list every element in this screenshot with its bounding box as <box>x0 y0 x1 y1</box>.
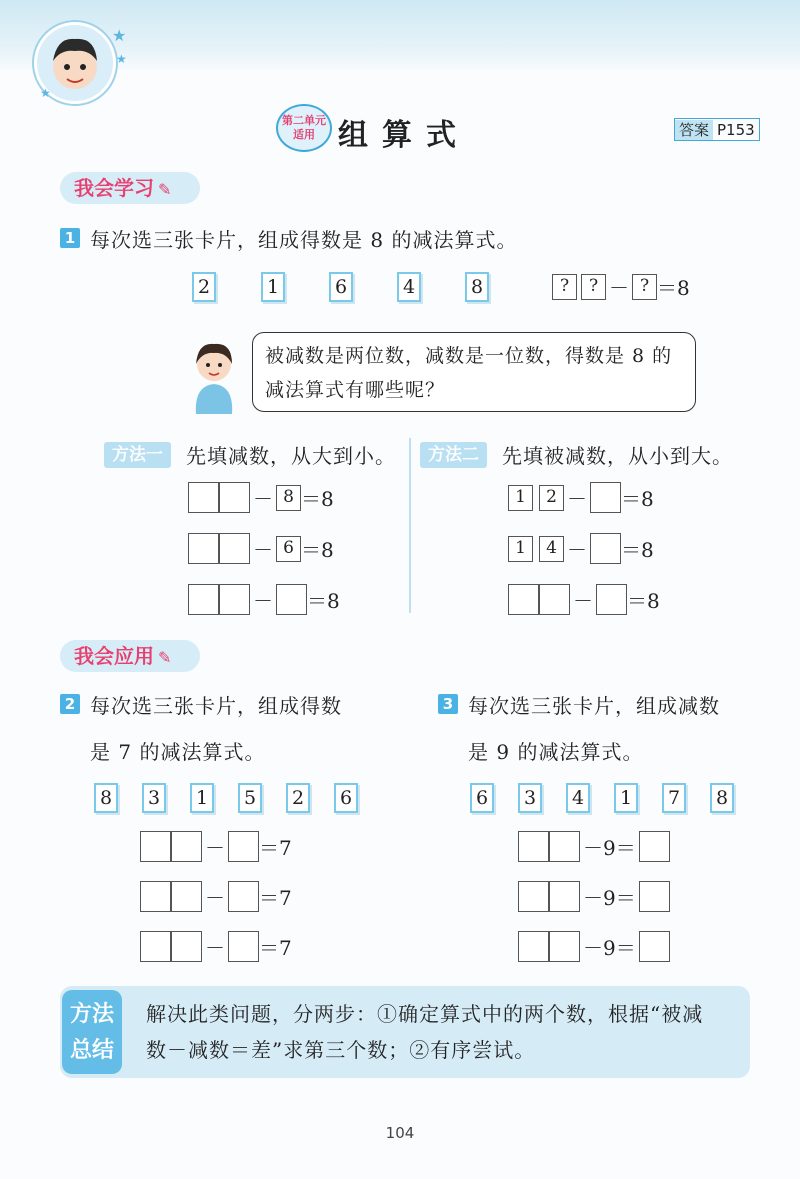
answer-box <box>590 482 621 513</box>
equation-row: － ＝8 <box>188 584 340 615</box>
number-card: 3 <box>518 783 542 813</box>
question-text-line1: 每次选三张卡片，组成得数 <box>90 694 342 718</box>
girl-character-icon <box>186 334 242 418</box>
page-title: 组算式 <box>338 118 470 153</box>
answer-box <box>596 584 627 615</box>
answer-box: 6 <box>276 536 301 562</box>
answer-box <box>276 584 307 615</box>
answer-box <box>590 533 621 564</box>
number-card: 6 <box>329 272 353 302</box>
answer-box: 1 <box>508 536 533 562</box>
method-summary-tag: 方法 总结 <box>62 990 122 1074</box>
number-card: 1 <box>190 783 214 813</box>
number-card: 1 <box>261 272 285 302</box>
section-apply: 我会应用 ✎ <box>60 640 200 672</box>
answer-box <box>508 584 539 615</box>
number-card: 8 <box>710 783 734 813</box>
method-one-tag: 方法一 <box>104 442 171 468</box>
number-card: 4 <box>397 272 421 302</box>
answer-box <box>188 533 219 564</box>
number-card: 6 <box>334 783 358 813</box>
equation-template: ? ? － ? ＝8 <box>552 272 690 301</box>
answer-box: 1 <box>508 485 533 511</box>
number-card: 8 <box>94 783 118 813</box>
speech-bubble: 被减数是两位数，减数是一位数，得数是 8 的 减法算式有哪些呢？ <box>252 332 696 412</box>
equation-row: － ＝7 <box>140 831 292 862</box>
equation-row: － 6 ＝8 <box>188 533 334 564</box>
question-number: 2 <box>60 694 80 714</box>
question-number: 1 <box>60 228 80 248</box>
column-divider <box>409 438 411 613</box>
answer-box <box>188 584 219 615</box>
question-text-line2: 是 7 的减法算式。 <box>90 740 266 764</box>
answer-box: ? <box>632 274 657 300</box>
page-number: 104 <box>385 1124 415 1142</box>
method-summary-text: 解决此类问题，分两步：①确定算式中的两个数，根据“被减 数－减数＝差”求第三个数；②有序尝试。 <box>146 1002 704 1062</box>
answer-box <box>219 584 250 615</box>
answer-box: 2 <box>539 485 564 511</box>
equation-row: － ＝7 <box>140 881 292 912</box>
equation-row: －9＝ <box>518 881 670 912</box>
answer-box: 8 <box>276 485 301 511</box>
section-learn: 我会学习 ✎ <box>60 172 200 204</box>
star-icon: ★ <box>40 86 51 100</box>
method-two-desc: 先填被减数，从小到大。 <box>502 444 733 468</box>
answer-label: 答案 <box>675 120 713 140</box>
pencil-icon: ✎ <box>158 180 172 199</box>
method-one-desc: 先填减数，从大到小。 <box>186 444 396 468</box>
answer-box <box>219 482 250 513</box>
unit-badge: 第二单元 适用 <box>276 104 332 152</box>
number-card: 7 <box>662 783 686 813</box>
star-icon: ★ <box>112 26 127 45</box>
question-text: 每次选三张卡片，组成得数是 8 的减法算式。 <box>90 228 518 252</box>
equation-row: －9＝ <box>518 831 670 862</box>
equation-row: 1 4 － ＝8 <box>508 533 654 564</box>
number-card: 2 <box>192 272 216 302</box>
number-card: 3 <box>142 783 166 813</box>
answer-box: ? <box>581 274 606 300</box>
equation-row: － ＝7 <box>140 931 292 962</box>
answer-page: P153 <box>717 121 755 139</box>
pencil-icon: ✎ <box>158 648 172 667</box>
star-icon: ★ <box>116 52 127 66</box>
equation-row: － ＝8 <box>508 584 660 615</box>
method-two-tag: 方法二 <box>420 442 487 468</box>
question-text-line1: 每次选三张卡片，组成减数 <box>468 694 720 718</box>
equation-row: －9＝ <box>518 931 670 962</box>
number-card: 2 <box>286 783 310 813</box>
question-number: 3 <box>438 694 458 714</box>
answer-box: 4 <box>539 536 564 562</box>
question-text-line2: 是 9 的减法算式。 <box>468 740 644 764</box>
equation-row: － 8 ＝8 <box>188 482 334 513</box>
number-card: 6 <box>470 783 494 813</box>
number-card: 4 <box>566 783 590 813</box>
answer-box <box>219 533 250 564</box>
number-card: 8 <box>465 272 489 302</box>
answer-box <box>188 482 219 513</box>
equation-row: 1 2 － ＝8 <box>508 482 654 513</box>
answer-box: ? <box>552 274 577 300</box>
answer-reference <box>674 118 760 141</box>
answer-box <box>539 584 570 615</box>
number-card: 5 <box>238 783 262 813</box>
number-card: 1 <box>614 783 638 813</box>
